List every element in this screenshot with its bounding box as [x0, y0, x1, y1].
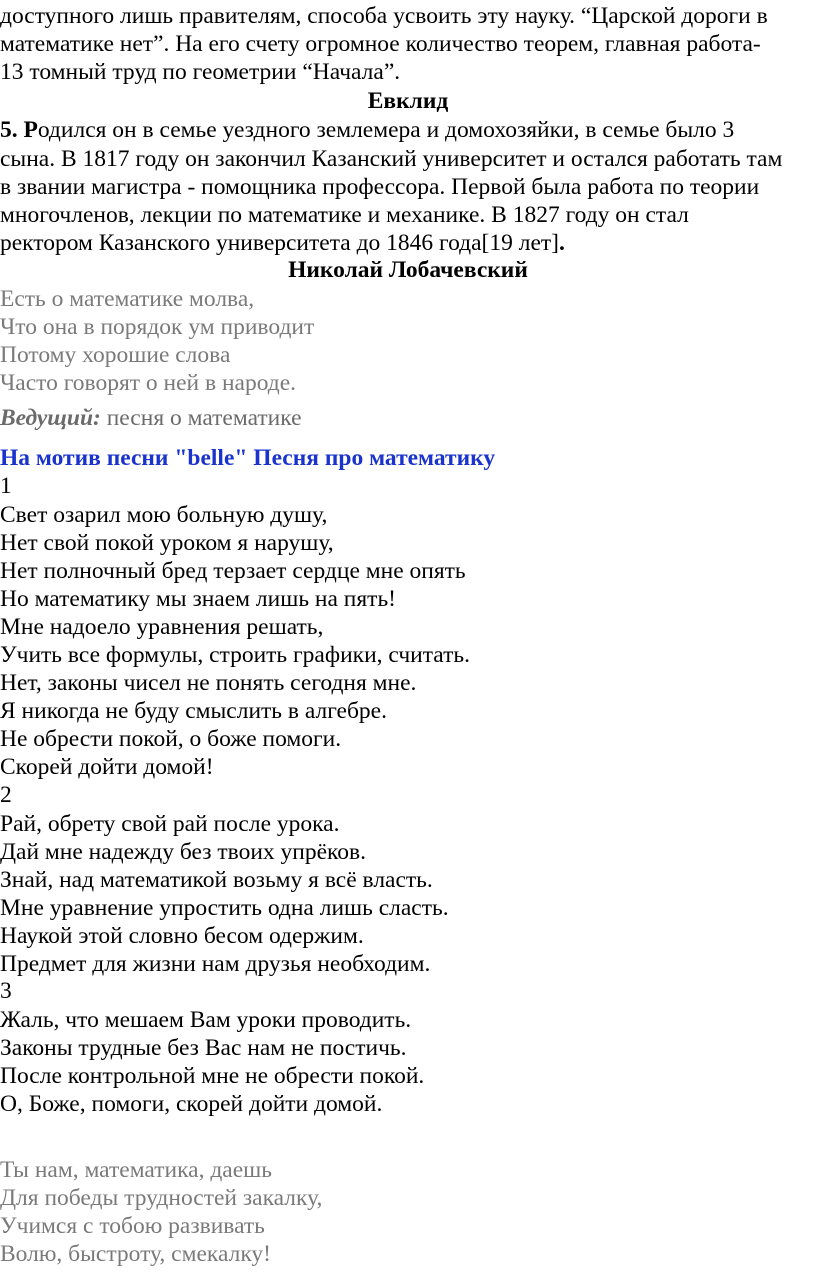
verse1-line-2: Нет свой покой уроком я нарушу,: [0, 530, 334, 556]
bio-line-5-end: .: [559, 230, 565, 256]
intro-line-1: доступного лишь правителям, способа усвоить эту науку. “Царской дороги в: [0, 3, 768, 29]
bio-line-5-text: ректором Казанского университета до 1846 года[19 лет]: [0, 230, 559, 256]
host-label: Ведущий:: [0, 405, 101, 431]
host-line: [0, 404, 302, 432]
poem1-line-4: Часто говорят о ней в народе.: [0, 370, 297, 396]
poem2-line-4: Волю, быстроту, смекалку!: [0, 1241, 271, 1267]
host-text: песня о математике: [100, 405, 302, 431]
verse2-number: 2: [0, 782, 12, 808]
verse3-number: 3: [0, 978, 12, 1004]
verse1-line-9: Не обрести покой, о боже помоги.: [0, 726, 342, 752]
bio-line-4: многочленов, лекции по математике и механике. В 1827 году он стал: [0, 202, 689, 228]
verse3-line-2: Законы трудные без Вас нам не постичь.: [0, 1035, 407, 1061]
verse3-line-3: После контрольной мне не обрести покой.: [0, 1063, 425, 1089]
bio-line-1-text: одился он в семье уездного землемера и домохозяйки, в семье было 3: [37, 117, 735, 143]
intro-line-2: математике нет”. На его счету огромное количество теорем, главная работа-: [0, 31, 761, 57]
verse1-line-1: Свет озарил мою больную душу,: [0, 502, 328, 528]
verse1-line-4: Но математику мы знаем лишь на пять!: [0, 586, 396, 612]
poem1-line-2: Что она в порядок ум приводит: [0, 314, 315, 340]
verse1-line-6: Учить все формулы, строить графики, считать.: [0, 642, 470, 668]
verse1-line-8: Я никогда не буду смыслить в алгебре.: [0, 698, 387, 724]
euclid-name: Евклид: [367, 88, 449, 114]
lobachevsky-name: Николай Лобачевский: [288, 257, 528, 283]
verse3-line-4: О, Боже, помоги, скорей дойти домой.: [0, 1091, 383, 1117]
verse2-line-6: Предмет для жизни нам друзья необходим.: [0, 951, 431, 977]
verse1-number: 1: [0, 473, 12, 499]
verse2-line-4: Мне уравнение упростить одна лишь сласть.: [0, 895, 449, 921]
poem2-line-2: Для победы трудностей закалку,: [0, 1185, 323, 1211]
verse2-line-1: Рай, обрету свой рай после урока.: [0, 811, 340, 837]
intro-line-3: 13 томный труд по геометрии “Начала”.: [0, 59, 401, 85]
verse3-line-1: Жаль, что мешаем Вам уроки проводить.: [0, 1007, 412, 1033]
verse2-line-5: Наукой этой словно бесом одержим.: [0, 923, 364, 949]
verse1-line-10: Скорей дойти домой!: [0, 754, 214, 780]
verse1-line-5: Мне надоело уравнения решать,: [0, 614, 324, 640]
poem1-line-3: Потому хорошие слова: [0, 342, 231, 368]
bio-line-3: в звании магистра - помощника профессора. Первой была работа по теории: [0, 174, 760, 200]
bio-line-1: [0, 116, 734, 144]
bio-number: 5. Р: [0, 117, 38, 143]
poem2-line-3: Учимся с тобою развивать: [0, 1213, 265, 1239]
song-title: На мотив песни "belle" Песня про математику: [0, 445, 496, 471]
verse1-line-7: Нет, законы чисел не понять сегодня мне.: [0, 670, 417, 696]
verse2-line-2: Дай мне надежду без твоих упрёков.: [0, 839, 367, 865]
poem1-line-1: Есть о математике молва,: [0, 286, 255, 312]
verse1-line-3: Нет полночный бред терзает сердце мне опять: [0, 558, 466, 584]
bio-line-5: [0, 229, 565, 257]
poem2-line-1: Ты нам, математика, даешь: [0, 1157, 272, 1183]
verse2-line-3: Знай, над математикой возьму я всё власть.: [0, 867, 433, 893]
bio-line-2: сына. В 1817 году он закончил Казанский университет и остался работать там: [0, 146, 783, 172]
